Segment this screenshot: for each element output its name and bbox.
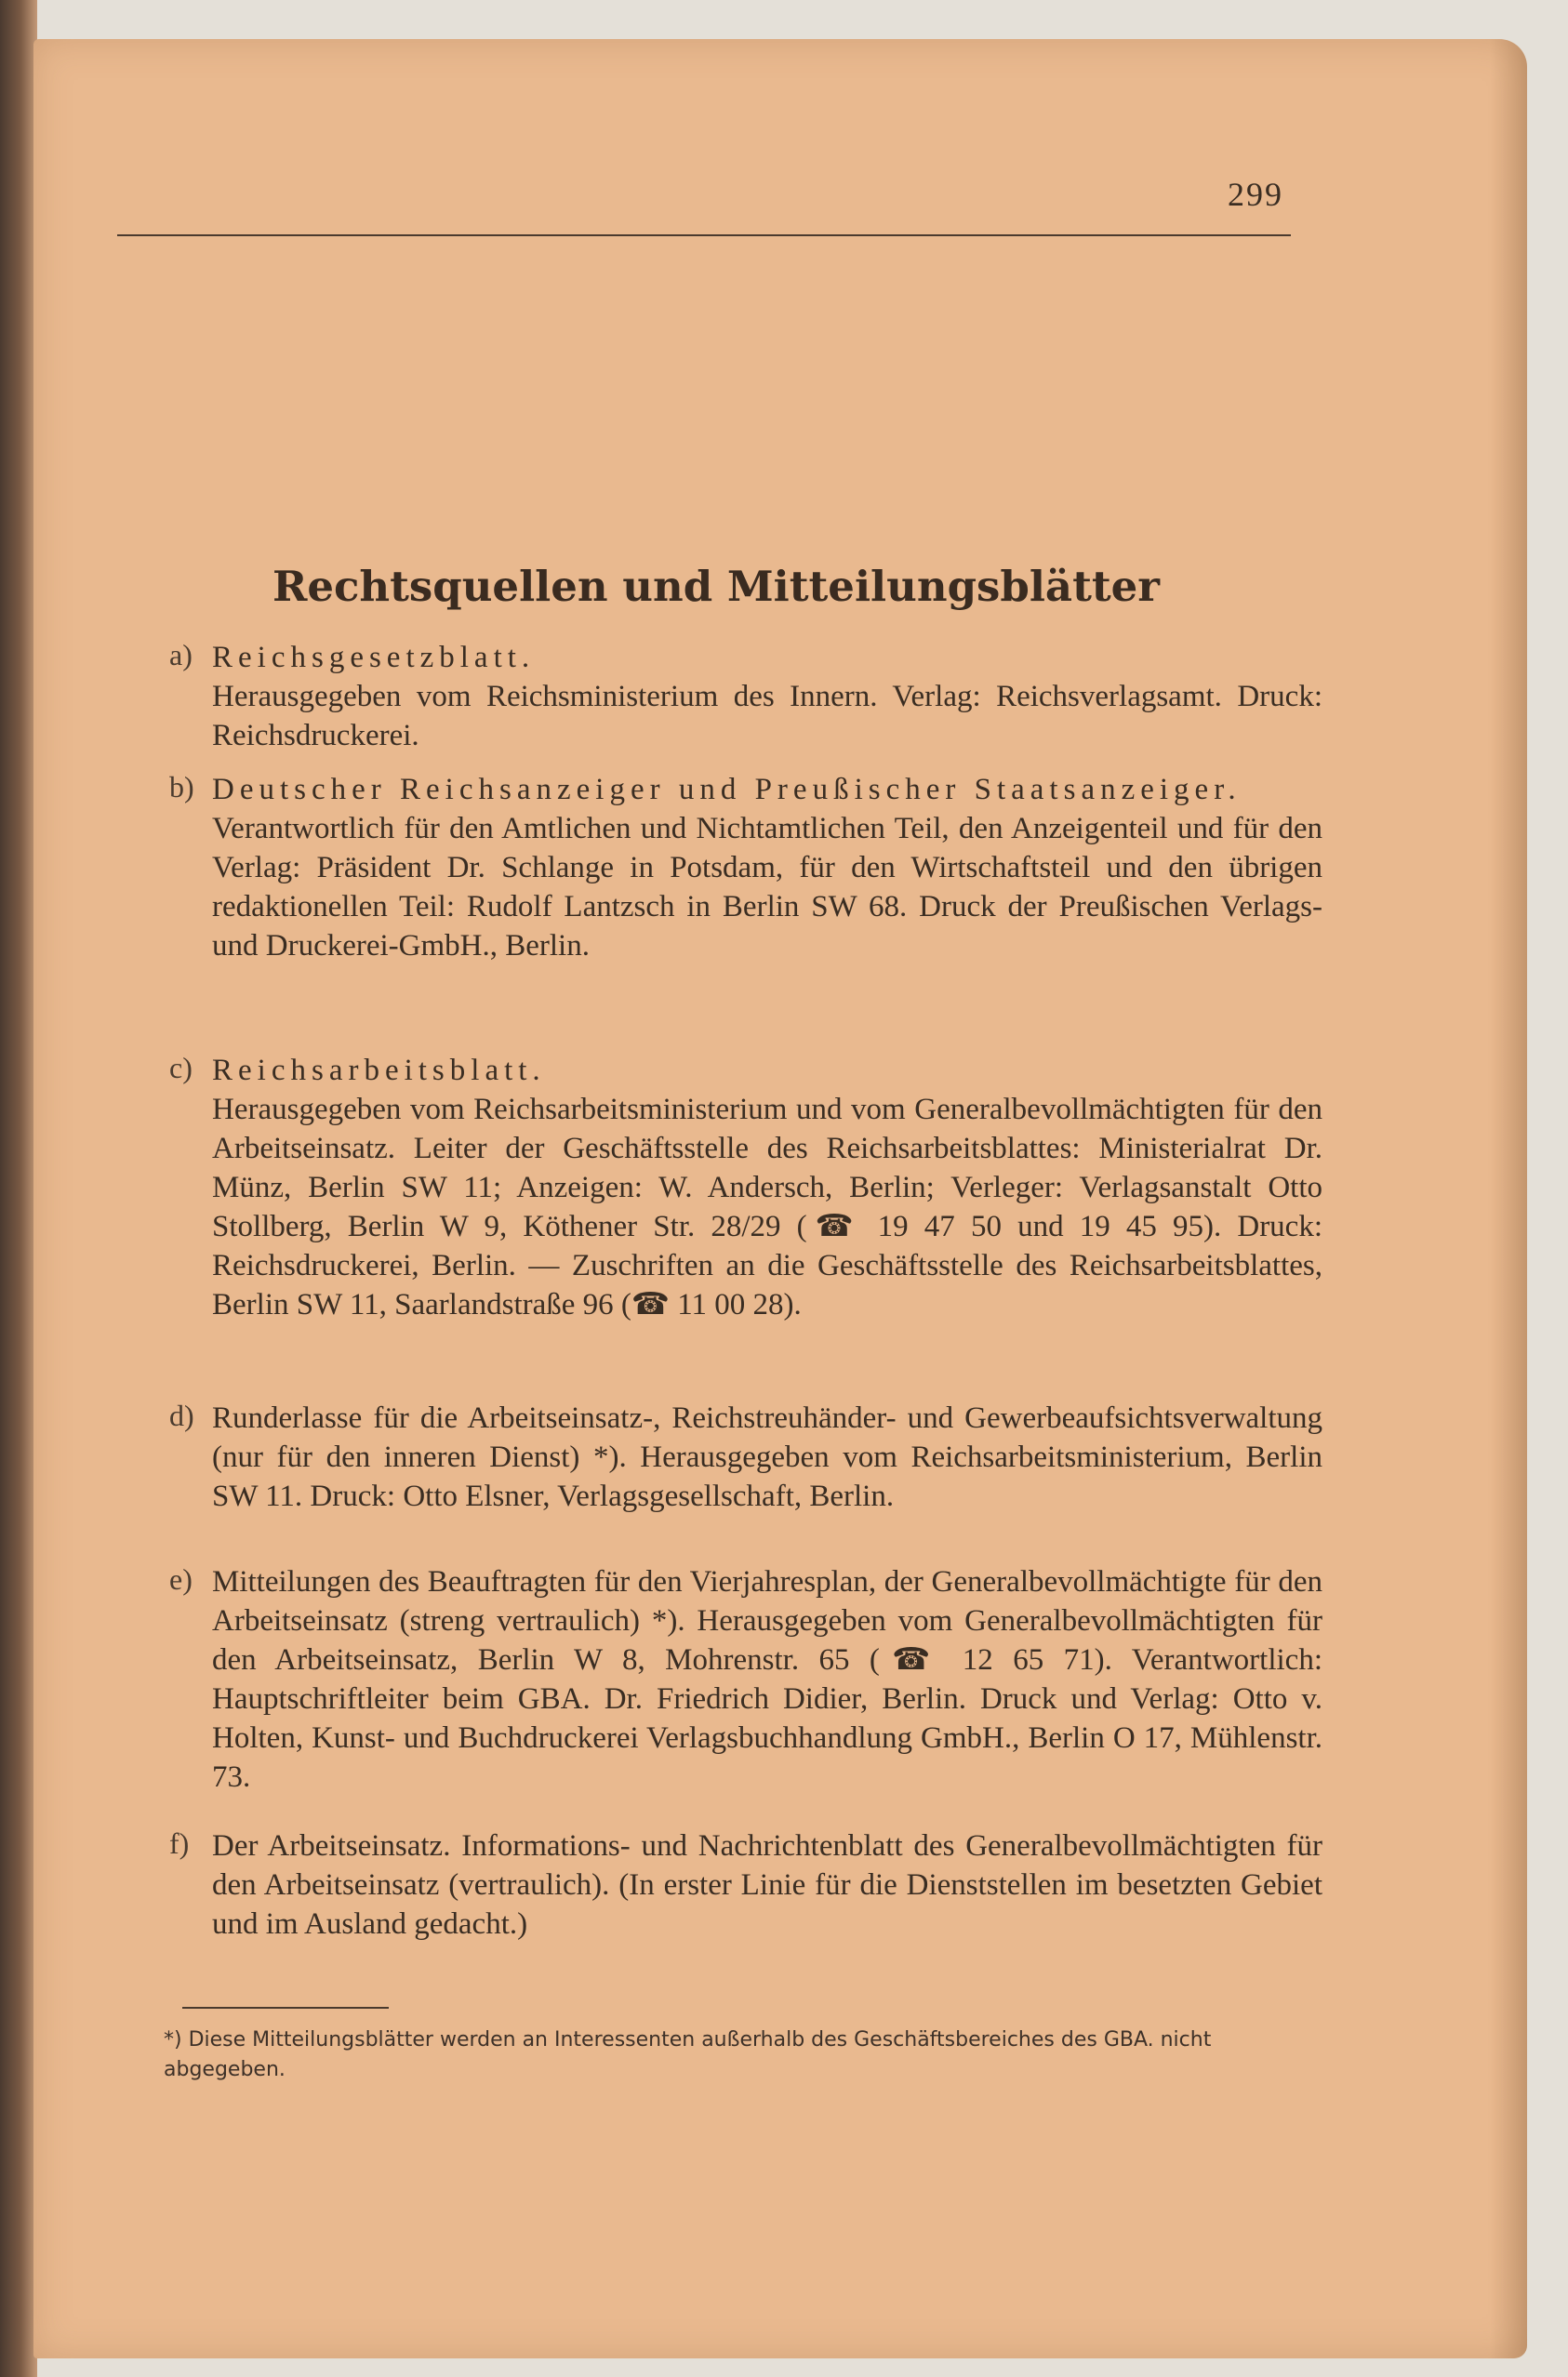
page-title: Rechtsquellen und Mitteilungsblätter	[272, 562, 1160, 611]
entry-arbeitseinsatz	[169, 1826, 1322, 1944]
entry-body: Herausgegeben vom Reichsarbeitsministerium und vom Generalbevollmächtigten für den Arbeitseinsatz. Leiter der Geschäftsstelle des Reichsarbeitsblattes: Ministerialrat Dr. Münz, Berlin SW 11; Anzeigen: W. Andersch, Berlin; Verleger: Verlagsanstalt Otto Stollberg, Berlin W 9, Köthener Str. 28/29 (☎ 19 47 50 und 19 45 95). Druck: Reichsdruckerei, Berlin. — Zuschriften an die Geschäftsstelle des Reichsarbeitsblattes, Berlin SW 11, Saarlandstraße 96 (☎ 11 00 28).	[212, 1093, 1322, 1321]
entry-body-text: für die Arbeitseinsatz-, Reichstreuhänder- und Gewerbeaufsichtsverwaltung (nur für den inneren Dienst) *). Herausgegeben vom Reichsarbeitsministerium, Berlin SW 11. Druck: Otto Elsner, Verlagsgesellschaft, Berlin.	[212, 1401, 1323, 1513]
entry-heading: Runderlasse	[212, 1401, 363, 1435]
entry-heading: Reichsgesetzblatt.	[212, 641, 536, 674]
entry-heading: Der Arbeitseinsatz.	[212, 1829, 451, 1863]
footnote-rule	[182, 2007, 389, 2009]
entry-marker: f)	[169, 1826, 190, 1860]
entry-marker: b)	[169, 770, 194, 803]
entry-mitteilungen	[169, 1562, 1322, 1797]
entry-body-text: Informations- und Nachrichtenblatt des Generalbevollmächtigten für den Arbeitseinsatz (vertraulich). (In erster Linie für die Dienststellen im besetzten Gebiet und im Ausland gedacht.)	[212, 1829, 1322, 1941]
entry-reichsanzeiger	[169, 770, 1322, 965]
header-rule	[117, 234, 1291, 236]
page-number: 299	[1228, 176, 1283, 213]
page-edge-shadow	[1490, 39, 1527, 2358]
footnote: *) Diese Mitteilungsblätter werden an Interessenten außerhalb des Geschäftsbereiches des GBA. nicht abgegeben.	[164, 2028, 1212, 2081]
entry-heading: Mitteilungen	[212, 1565, 371, 1599]
entry-marker: e)	[169, 1562, 193, 1596]
entry-heading: Deutscher Reichsanzeiger und Preußischer Staatsanzeiger.	[212, 773, 1242, 806]
entry-body-with-heading	[212, 1826, 1322, 1944]
entry-body-text: des Beauftragten für den Vierjahresplan, der Generalbevollmächtigte für den Arbeitseinsatz (streng vertraulich) *). Herausgegeben vom Generalbevollmächtigten für den Arbeitseinsatz, Berlin W 8, Mohrenstr. 65 (☎ 12 65 71). Verantwortlich: Hauptschriftleiter beim GBA. Dr. Friedrich Didier, Berlin. Druck und Verlag: Otto v. Holten, Kunst- und Buchdruckerei Verlagsbuchhandlung GmbH., Berlin O 17, Mühlenstr. 73.	[212, 1565, 1322, 1794]
entry-marker: a)	[169, 638, 193, 671]
entry-reichsarbeitsblatt	[169, 1051, 1322, 1324]
entry-body-with-heading	[212, 1562, 1322, 1797]
entry-marker: d)	[169, 1399, 194, 1432]
entry-runderlasse	[169, 1399, 1323, 1516]
entry-body: Verantwortlich für den Amtlichen und Nichtamtlichen Teil, den Anzeigenteil und für den Verlag: Präsident Dr. Schlange in Potsdam, für den Wirtschaftsteil und den übrigen redaktionellen Teil: Rudolf Lantzsch in Berlin SW 68. Druck der Preußischen Verlags- und Druckerei-GmbH., Berlin.	[212, 812, 1322, 963]
entry-marker: c)	[169, 1051, 193, 1084]
entry-heading: Reichsarbeitsblatt.	[212, 1054, 546, 1087]
book-spine	[0, 0, 37, 2377]
entry-body-with-heading	[212, 1399, 1322, 1516]
entry-reichsgesetzblatt	[169, 638, 1322, 755]
entry-body: Herausgegeben vom Reichsministerium des Innern. Verlag: Reichsverlagsamt. Druck: Reichsdruckerei.	[212, 680, 1322, 752]
